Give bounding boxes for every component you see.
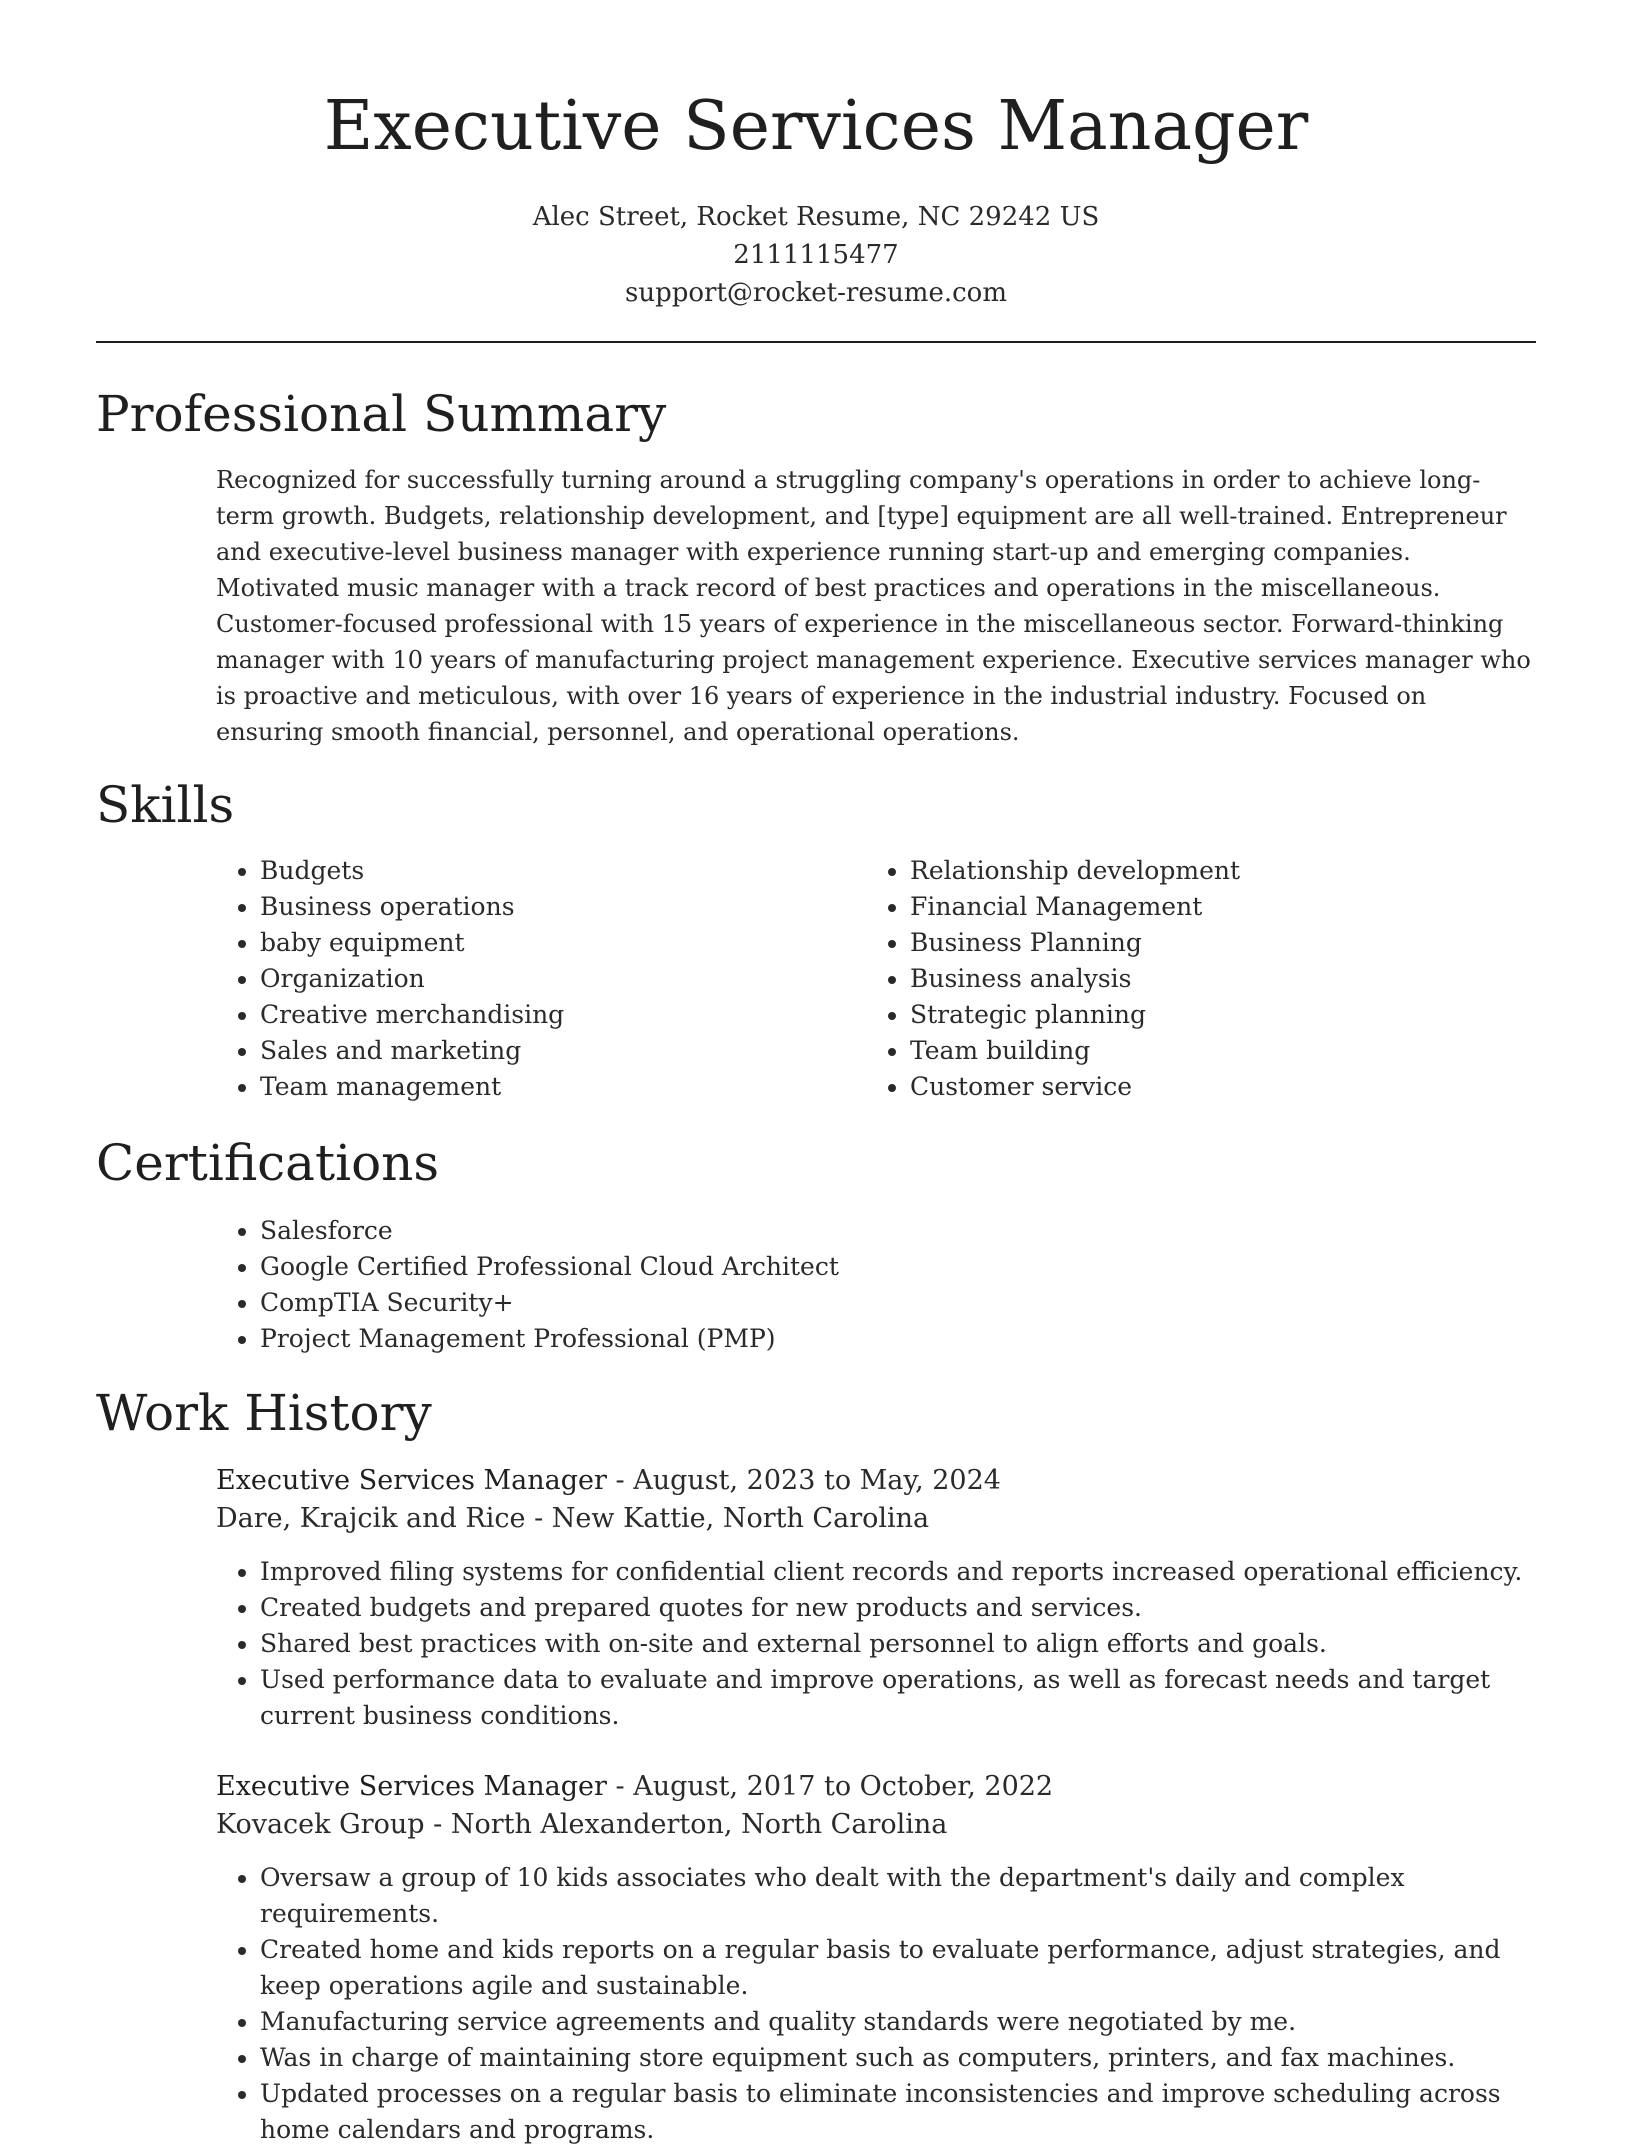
certification-item: • Project Management Professional (PMP)	[260, 1321, 1536, 1357]
job-bullets	[216, 1554, 1536, 1734]
skill-item: • Business operations	[260, 889, 866, 925]
contact-block	[0, 198, 1632, 312]
skill-item: • Business analysis	[910, 961, 1516, 997]
skill-item: • Business Planning	[910, 925, 1516, 961]
job-bullet: • Created budgets and prepared quotes for new products and services.	[260, 1590, 1536, 1626]
skills-list	[216, 853, 1536, 1105]
job-entry	[216, 1462, 1536, 1734]
work-history-heading: Work History	[96, 1384, 432, 1442]
job-separator: -	[433, 1809, 451, 1840]
header-divider	[96, 341, 1536, 343]
job-bullet: • Was in charge of maintaining store equipment such as computers, printers, and fax machines.	[260, 2040, 1536, 2076]
job-bullet: • Improved filing systems for confidential client records and reports increased operational efficiency.	[260, 1554, 1536, 1590]
job-dates: August, 2017 to October, 2022	[633, 1771, 1054, 1802]
skill-item: • Strategic planning	[910, 997, 1516, 1033]
job-bullet: • Shared best practices with on-site and external personnel to align efforts and goals.	[260, 1626, 1536, 1662]
certifications-list	[216, 1213, 1536, 1357]
job-role: Executive Services Manager	[216, 1465, 607, 1496]
job-title-line	[216, 1768, 1536, 1806]
job-company: Dare, Krajcik and Rice	[216, 1503, 526, 1534]
job-title-line	[216, 1462, 1536, 1500]
skill-item: • Budgets	[260, 853, 866, 889]
job-separator: -	[615, 1771, 634, 1802]
skill-item: • Relationship development	[910, 853, 1516, 889]
skills-column-right	[866, 853, 1516, 1105]
job-bullet: • Used performance data to evaluate and improve operations, as well as forecast needs and target current business conditions.	[260, 1662, 1536, 1734]
job-bullet: • Created home and kids reports on a regular basis to evaluate performance, adjust strategies, and keep operations agile and sustainable.	[260, 1932, 1536, 2004]
summary-text: Recognized for successfully turning around a struggling company's operations in order to achieve long-term growth. Budgets, relationship development, and [type] equipment are all well-trained. Entrepreneur and executive-level business manager with experience running start-up and emerging companies. Motivated music manager with a track record of best practices and operations in the miscellaneous. Customer-focused professional with 15 years of experience in the miscellaneous sector. Forward-thinking manager with 10 years of manufacturing project management experience. Executive services manager who is proactive and meticulous, with over 16 years of experience in the industrial industry. Focused on ensuring smooth financial, personnel, and operational operations.	[216, 466, 1531, 746]
certification-item: • CompTIA Security+	[260, 1285, 1536, 1321]
job-role: Executive Services Manager	[216, 1771, 607, 1802]
contact-phone: 2111115477	[733, 240, 899, 270]
contact-email: support@rocket-resume.com	[624, 278, 1007, 308]
job-company-line	[216, 1806, 1536, 1844]
skill-item: • Customer service	[910, 1069, 1516, 1105]
resume-header	[0, 0, 1632, 312]
job-bullet: • Oversaw a group of 10 kids associates who dealt with the department's daily and complex requirements.	[260, 1860, 1536, 1932]
job-dates: August, 2023 to May, 2024	[633, 1465, 1001, 1496]
skill-item: • Team management	[260, 1069, 866, 1105]
certification-item: • Salesforce	[260, 1213, 1536, 1249]
skill-item: • Creative merchandising	[260, 997, 866, 1033]
job-bullet: • Manufacturing service agreements and quality standards were negotiated by me.	[260, 2004, 1536, 2040]
job-bullets	[216, 1860, 1536, 2148]
skill-item: • Financial Management	[910, 889, 1516, 925]
certifications-heading: Certifications	[96, 1134, 440, 1192]
job-location: New Kattie, North Carolina	[551, 1503, 930, 1534]
skill-item: • baby equipment	[260, 925, 866, 961]
certification-item: • Google Certified Professional Cloud Architect	[260, 1249, 1536, 1285]
skill-item: • Organization	[260, 961, 866, 997]
job-company-line	[216, 1500, 1536, 1538]
job-entry	[216, 1768, 1536, 2148]
job-location: North Alexanderton, North Carolina	[450, 1809, 948, 1840]
summary-heading: Professional Summary	[96, 385, 667, 443]
skills-heading: Skills	[96, 776, 235, 834]
contact-address: Alec Street, Rocket Resume, NC 29242 US	[532, 202, 1100, 232]
job-separator: -	[534, 1503, 552, 1534]
skill-item: • Team building	[910, 1033, 1516, 1069]
job-bullet: • Updated processes on a regular basis to eliminate inconsistencies and improve scheduling across home calendars and programs.	[260, 2076, 1536, 2148]
job-separator: -	[615, 1465, 634, 1496]
job-company: Kovacek Group	[216, 1809, 425, 1840]
skills-column-left	[216, 853, 866, 1105]
skill-item: • Sales and marketing	[260, 1033, 866, 1069]
resume-name: Executive Services Manager	[323, 87, 1309, 166]
